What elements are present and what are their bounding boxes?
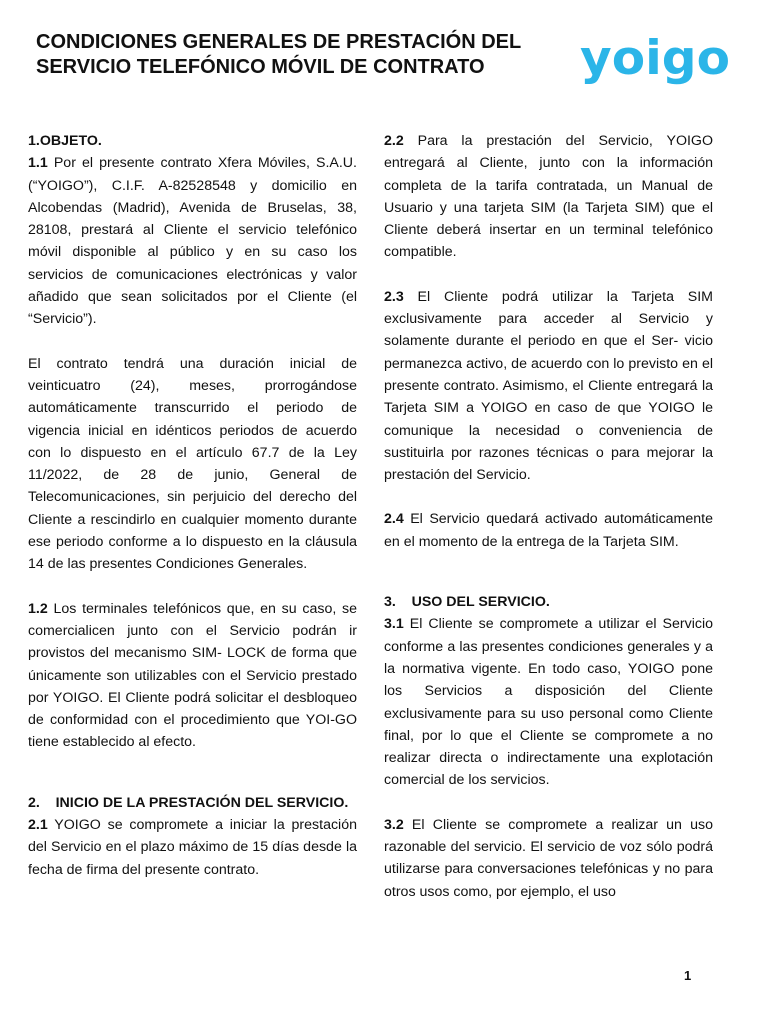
clause-1-2-text: Los terminales telefónicos que, en su caso, se comercialicen junto con el Servicio podrán ir provistos del mecanismo SIM- LOCK de forma que únicamente son utilizables con el Servicio prestado por YOIGO. El Cliente podrá solicitar el desbloqueo de conformidad con el procedimiento que YOI-GO tiene establecido al efecto.: [28, 600, 357, 751]
clause-3-2-number: 3.2: [384, 816, 404, 833]
clause-2-1: [28, 814, 357, 881]
page-number: 1: [684, 968, 692, 983]
clause-3-1-number: 3.1: [384, 616, 404, 633]
clause-2-4-text: El Servicio quedará activado automáticamente en el momento de la entrega de la Tarjeta SIM.: [384, 511, 713, 550]
clause-1-1-duration: El contrato tendrá una duración inicial de veinticuatro (24), meses, prorrogándose automáticamente transcurrido el periodo de vigencia inicial en idénticos periodos de acuerdo con lo dispuesto en el artículo 67.7 de la Ley 11/2022, de 28 de junio, General de Telecomunicaciones, sin perjuicio del derecho del Cliente a rescindirlo en cualquier momento durante ese periodo conforme a lo dispuesto en la cláusula 14 de las presentes Condiciones Generales.: [28, 355, 357, 573]
section-2-heading: 2. INICIO DE LA PRESTACIÓN DEL SERVICIO.: [28, 794, 349, 811]
section-3-heading: 3. USO DEL SERVICIO.: [384, 594, 550, 611]
clause-1-1: [28, 152, 357, 330]
clause-2-4-number: 2.4: [384, 511, 404, 528]
right-column: [384, 130, 713, 903]
clause-2-3: [384, 286, 713, 487]
clause-2-3-text: El Cliente podrá utilizar la Tarjeta SIM exclusivamente para acceder al Servicio y solamente durante el periodo en que el Ser- vicio permanezca activo, de acuerdo con lo previsto en el presente contrato. Asimismo, el Cliente entregará la Tarjeta SIM a YOIGO en caso de que YOIGO le comunique la necesidad o conveniencia de sustituirla por razones técnicas o para mejorar la prestación del Servicio.: [384, 288, 713, 484]
clause-1-1-text: Por el presente contrato Xfera Móviles, S.A.U. (“YOIGO”), C.I.F. A-82528548 y domicilio en Alcobendas (Madrid), Avenida de Bruselas, 38, 28108, prestará al Cliente el servicio telefónico móvil disponible al público y en su caso los servicios de comunicaciones electrónicas y valor añadido que sean solicitados por el Cliente (el “Servicio”).: [28, 155, 357, 328]
clause-1-2: [28, 598, 357, 754]
clause-3-1: [384, 613, 713, 791]
clause-2-3-number: 2.3: [384, 288, 404, 305]
clause-3-1-text: El Cliente se compromete a utilizar el Servicio conforme a las presentes condiciones generales y a la normativa vigente. En todo caso, YOIGO pone los Servicios a disposición del Cliente exclusivamente para su uso personal como Cliente final, por lo que el Cliente se compromete a no realizar directa o indirectamente una explotación comercial de los servicios.: [384, 616, 713, 789]
clause-2-2-number: 2.2: [384, 133, 404, 149]
yoigo-logo: [578, 30, 734, 88]
clause-2-1-text: YOIGO se compromete a iniciar la prestación del Servicio en el plazo máximo de 15 días desde la fecha de firma del presente contrato.: [28, 817, 357, 878]
clause-2-2-text: Para la prestación del Servicio, YOIGO entregará al Cliente, junto con la información completa de la tarifa contratada, un Manual de Usuario y una tarjeta SIM (la Tarjeta SIM) que el Cliente deberá insertar en un terminal telefónico compatible.: [384, 133, 713, 261]
clause-2-1-number: 2.1: [28, 817, 48, 834]
clause-2-4: [384, 508, 713, 553]
left-column: [28, 130, 357, 881]
clause-3-2: [384, 814, 713, 903]
title-line-2: SERVICIO TELEFÓNICO MÓVIL DE CONTRATO: [36, 56, 485, 78]
section-1-heading: 1.OBJETO.: [28, 133, 102, 149]
clause-1-1-number: 1.1: [28, 155, 48, 172]
title-line-1: CONDICIONES GENERALES DE PRESTACIÓN DEL: [36, 31, 522, 53]
clause-1-2-number: 1.2: [28, 600, 48, 617]
clause-2-2: [384, 130, 713, 264]
document-title: [36, 30, 556, 80]
yoigo-logo-text: yoigo: [580, 31, 730, 86]
clause-3-2-text: El Cliente se compromete a realizar un uso razonable del servicio. El servicio de voz sólo podrá utilizarse para conversaciones telefónicas y no para otros usos como, por ejemplo, el uso: [384, 816, 713, 900]
